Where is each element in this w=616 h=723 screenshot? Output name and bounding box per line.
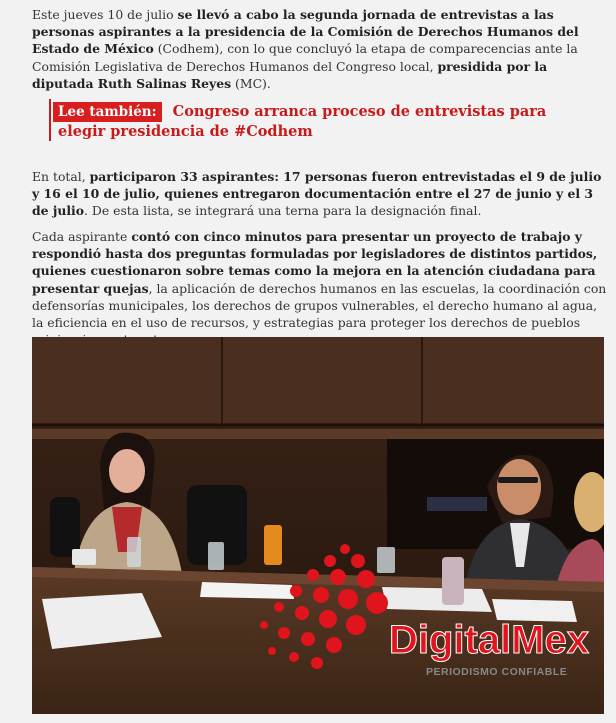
text-run: Este jueves 10 de julio [32,7,178,22]
watermark-tagline: PERIODISMO CONFIABLE [426,666,568,678]
accent-bar [49,99,51,141]
text-run: (Codhem), con lo que concluyó la etapa de comparecencias ante la Comisión Legislativa de Derechos Humanos del Congreso local, [32,41,578,74]
text-run: En total, [32,169,90,184]
water-bottle [442,557,464,605]
details-paragraph [32,228,608,348]
totals-paragraph [32,168,608,220]
article-photo [32,337,604,714]
related-article-title[interactable]: Congreso arranca proceso de entrevistas para elegir presidencia de #Codhem [58,103,547,140]
bold-run: participaron 33 aspirantes: 17 personas fueron entrevistadas el 9 de julio y 16 el 10 de julio, quienes entregaron documentación entre el 27 de junio y el 3 de julio [32,169,602,219]
text-run: (MC). [231,75,271,91]
photo-illustration [32,337,604,714]
related-article-box[interactable] [49,99,594,141]
orange-bottle [264,525,282,565]
lee-tambien-badge: Lee también: [53,102,162,122]
watermark-brand: DigitalMex [389,618,590,662]
bold-run: presidida por la diputada Ruth Salinas Reyes [32,58,548,91]
text-run: , la aplicación de derechos humanos en las escuelas, la coordinación con defensorías municipales, los derechos de grupos vulnerables, el derecho humano al agua, la eficiencia en el uso de recursos, y estrategias para proteger los derechos de pueblos [32,280,607,331]
text-run: . De esta lista, se integrará una terna para la designación final. [84,203,482,219]
bold-run: se llevó a cabo la segunda jornada de entrevistas a las personas aspirantes a la presidencia de la Comisión de Derechos Humanos del Estado de México [32,7,579,57]
bold-run: contó con cinco minutos para presentar un proyecto de trabajo y respondió hasta dos preguntas formuladas por legisladores de distintos partidos, quienes cuestionaron sobre temas como la mejora en la atención ciudadana para presentar quejas [32,229,598,296]
intro-paragraph [32,6,608,92]
related-article-link[interactable] [58,102,588,142]
wood-panel-top [32,337,604,425]
text-run: Cada aspirante [32,229,132,244]
person-right-face [497,459,541,515]
